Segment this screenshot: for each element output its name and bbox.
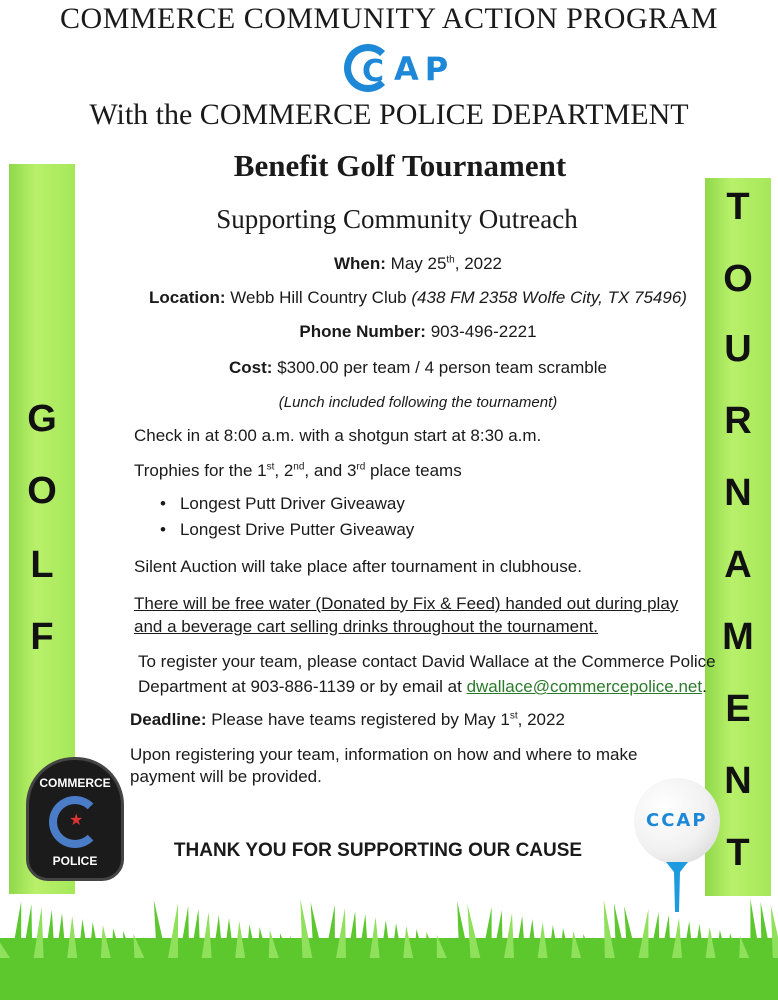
lunch-note: (Lunch included following the tournament) (278, 394, 558, 411)
side-letter: G (27, 398, 57, 440)
side-letter: T (726, 832, 750, 874)
when-line: When: May 25th, 2022 (333, 254, 503, 273)
water-line-1: There will be free water (Donated by Fix & Feed) handed out during play (134, 594, 679, 613)
side-letter: L (30, 544, 54, 586)
side-letter: R (724, 400, 752, 442)
side-letter: T (726, 186, 750, 228)
ball-logo: CCAP (646, 810, 708, 831)
payment-line-2: payment will be provided. (130, 767, 322, 786)
water-line-2: and a beverage cart selling drinks throughout the tournament. (134, 617, 599, 636)
checkin-line: Check in at 8:00 a.m. with a shotgun start at 8:30 a.m. (134, 426, 542, 445)
register-line-1: To register your team, please contact David Wallace at the Commerce Police (138, 652, 716, 671)
phone-line: Phone Number: 903-496-2221 (299, 322, 537, 341)
ccap-logo-icon: C AP (344, 44, 464, 102)
trophies-line: Trophies for the 1st, 2nd, and 3rd place teams (134, 461, 462, 480)
side-letter: N (724, 760, 752, 802)
side-letter: O (27, 470, 57, 512)
side-letter: O (723, 258, 753, 300)
giveaway-list (160, 494, 414, 546)
deadline-line: Deadline: Please have teams registered by May 1st, 2022 (130, 710, 565, 729)
org-name: COMMERCE COMMUNITY ACTION PROGRAM (60, 2, 718, 35)
cost-line: Cost: $300.00 per team / 4 person team scramble (229, 358, 607, 377)
event-subtitle: Supporting Community Outreach (216, 204, 578, 234)
list-item: • Longest Putt Driver Giveaway (160, 494, 414, 514)
event-title: Benefit Golf Tournament (233, 148, 567, 183)
side-letter: A (724, 544, 752, 586)
side-letter: F (30, 616, 54, 658)
list-item: • Longest Drive Putter Giveaway (160, 520, 414, 540)
grass-icon (0, 898, 778, 1000)
email-link[interactable]: dwallace@commercepolice.net (466, 677, 703, 696)
register-line-2: Department at 903-886-1139 or by email at dwallace@commercepolice.net. (138, 677, 707, 696)
location-line: Location: Webb Hill Country Club (438 FM 2358 Wolfe City, TX 75496) (149, 288, 687, 307)
side-letter: M (722, 616, 754, 658)
partner-line: With the COMMERCE POLICE DEPARTMENT (89, 98, 689, 131)
right-side-bar (705, 178, 771, 896)
closing-message: THANK YOU FOR SUPPORTING OUR CAUSE (173, 840, 583, 861)
side-letter: U (724, 328, 752, 370)
payment-line-1: Upon registering your team, information on how and where to make (130, 745, 638, 764)
side-letter: N (724, 472, 752, 514)
police-badge-icon: COMMERCE ★ POLICE (26, 757, 124, 881)
side-letter: E (725, 688, 751, 730)
auction-line: Silent Auction will take place after tournament in clubhouse. (134, 557, 582, 576)
